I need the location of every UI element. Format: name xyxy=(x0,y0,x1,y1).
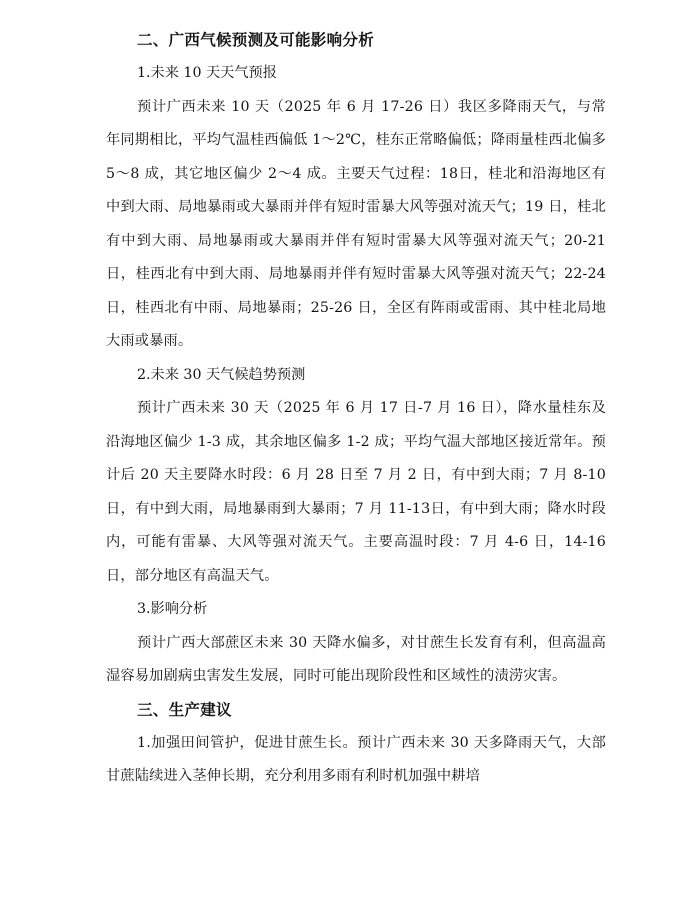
subheading-10-day-forecast: 1.未来 10 天天气预报 xyxy=(137,65,277,81)
section-heading-climate-forecast: 二、广西气候预测及可能影响分析 xyxy=(137,31,375,49)
document-page xyxy=(106,24,606,794)
section-heading-production-advice: 三、生产建议 xyxy=(137,700,232,719)
subheading-30-day-trend: 2.未来 30 天气候趋势预测 xyxy=(137,366,306,383)
paragraph-30-day-trend: 预计广西未来 30 天（2025 年 6 月 17 日-7 月 16 日），降水量桂东及沿海地区偏少 1-3 成，其余地区偏多 1-2 成；平均气温大部地区接近常年。预计后 20 天主要降水时段：6 月 28 日至 7 月 2 日，有中到大雨；7 月 8-10 日，有中到大雨，局地暴雨到大暴雨；7 月 11-13日，有中到大雨；降水时段内，可能有雷暴、大风等强对流天气。主要高温时段：7 月 4-6 日，14-16 日，部分地区有高温天气。 xyxy=(106,400,606,584)
paragraph-impact-analysis: 预计广西大部蔗区未来 30 天降水偏多，对甘蔗生长发育有利，但高温高湿容易加剧病虫害发生发展，同时可能出现阶段性和区域性的渍涝灾害。 xyxy=(106,634,606,684)
subheading-impact-analysis: 3.影响分析 xyxy=(137,601,208,617)
paragraph-10-day-forecast: 预计广西未来 10 天（2025 年 6 月 17-26 日）我区多降雨天气，与常年同期相比，平均气温桂西偏低 1～2℃，桂东正常略偏低；降雨量桂西北偏多 5～8 成，其它地区偏少 2～4 成。主要天气过程：18日，桂北和沿海地区有中到大雨、局地暴雨或大暴雨并伴有短时雷暴大风等强对流天气；19 日，桂北有中到大雨、局地暴雨或大暴雨并伴有短时雷暴大风等强对流天气；20-21 日，桂西北有中到大雨、局地暴雨并伴有短时雷暴大风等强对流天气；22-24 日，桂西北有中雨、局地暴雨；25-26 日，全区有阵雨或雷雨、其中桂北局地大雨或暴雨。 xyxy=(106,98,606,349)
paragraph-field-management: 1.加强田间管护，促进甘蔗生长。预计广西未来 30 天多降雨天气，大部甘蔗陆续进入茎伸长期，充分利用多雨有利时机加强中耕培 xyxy=(106,734,606,784)
